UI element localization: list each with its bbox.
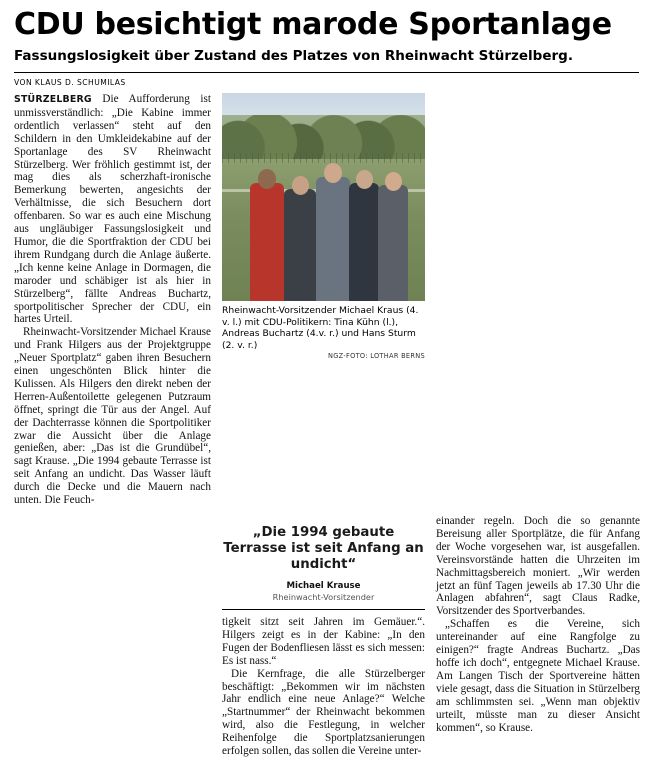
photo-person-head	[258, 169, 276, 189]
column-two-top	[222, 93, 425, 360]
lead-paragraph	[14, 93, 211, 326]
photo-person-head	[385, 172, 402, 191]
photo-caption: Rheinwacht-Vorsitzender Michael Kraus (4. v. l.) mit CDU-Politikern: Tina Kühn (l.), Andreas Buchartz (4.v. r.) und Hans Sturm (2. v. r.)	[222, 305, 419, 351]
photo-fence	[222, 153, 425, 163]
pullquote-divider	[222, 609, 425, 610]
pullquote	[222, 525, 425, 610]
top-columns	[14, 93, 639, 507]
paragraph: „Schaffen es die Vereine, sich untereinander auf eine Rangfolge zu einigen?“ fragte Andreas Buchartz. „Das hoffe ich doch“, entgegnete Michael Krause. Am Langen Tisch der Sportvereine hätten viele gesagt, dass die Situation in Stürzelberg am schlimmsten sei. „Wenn man objektiv urteilt, müsste man zu dieser Ansicht kommen“, so Krause.	[436, 618, 640, 734]
page-title: CDU besichtigt marode Sportanlage	[14, 7, 612, 42]
subheadline: Fassungslosigkeit über Zustand des Platzes von Rheinwacht Stürzelberg.	[14, 48, 573, 64]
paragraph: tigkeit sitzt seit Jahren im Gemäuer.“. Hilgers zeigt es in der Kabine: „In den Fugen der Bodenfliesen lässt es sich messen: Es ist nass.“	[222, 616, 425, 667]
photo-person-head	[356, 170, 373, 189]
header-divider	[14, 72, 639, 73]
photo-person	[316, 177, 350, 301]
pullquote-text: „Die 1994 gebaute Terrasse ist seit Anfang an undicht“	[223, 525, 424, 572]
article-photo	[222, 93, 425, 301]
lead-text: Die Aufforderung ist unmissverständlich: „Die Kabine immer ordentlich verlassen“ steht auf den Schildern in den Umkleidekabine auf der Sportanlage des SV Rheinwacht Stürzelberg. Wer fröhlich gestimmt ist, der mag dies als scherzhaft-ironische Bemerkung bewerten, angesichts der Verhältnisse, die sich Besuchern dort offenbaren. So war es auch eine Mischung aus ungläubiger Fassungslosigkeit und Humor, die die Sportfraktion der CDU bei ihrem Rundgang durch die Anlage äußerte. „Ich kenne keine Anlage in Dormagen, die maroder und schäbiger ist als hier in Stürzelberg“, fällte Andreas Buchartz, sportpolitischer Sprecher der CDU, ein hartes Urteil.	[14, 93, 211, 326]
paragraph: einander regeln. Doch die so genannte Bereisung aller Sportplätze, die für Anfang der Woche vorgesehen war, ist ausgefallen. Vereinsvorstände hatten die Uhrzeiten im Nachmittagsbereich moniert. „Wir werden jetzt an fünf Tagen jeweils ab 17.30 Uhr die Anlagen abfahren“, sagt Claus Radke, Vorsitzender des Sportverbandes.	[436, 515, 640, 618]
photo-person	[349, 183, 379, 301]
column-three	[436, 515, 640, 734]
photo-block	[222, 93, 425, 360]
dateline: STÜRZELBERG	[14, 94, 92, 105]
photo-person	[378, 185, 408, 301]
column-one	[14, 93, 211, 507]
byline: VON KLAUS D. SCHUMILAS	[14, 78, 126, 87]
pullquote-name: Michael Krause	[286, 581, 361, 591]
photo-person	[250, 183, 284, 301]
paragraph: Rheinwacht-Vorsitzender Michael Krause und Frank Hilgers aus der Projektgruppe „Neuer Sportplatz“ gaben ihren Besuchern einen ungeschönten Blick hinter die Kulissen. Als Hilgers den direkt neben der Herren-Außentoilette gelegenen Putzraum öffnet, springt die Tür aus der Angel. Auf der Dachterrasse können die Sportpolitiker zwar die Aussicht über die Anlage genießen, aber: „Das ist die Grundübel“, sagt Krause. „Die 1994 gebaute Terrasse ist seit Anfang an undicht. Das Wasser läuft durch die Decke und die Mauern nach unten. Die Feuch-	[14, 326, 211, 507]
photo-person-head	[292, 176, 309, 195]
column-two	[222, 515, 425, 758]
photo-person-head	[324, 163, 342, 183]
lower-columns	[14, 515, 639, 758]
pullquote-role: Rheinwacht-Vorsitzender	[272, 592, 375, 602]
paragraph: Die Kernfrage, die alle Stürzelberger beschäftigt: „Bekommen wir im nächsten Jahr endlich eine neue Anlage?“ Welche „Startnummer“ der Rheinwacht bekommen wird, also die Festlegung, in welcher Reihenfolge die Sportplatzsanierungen erfolgen sollen, das sollen die Vereine unter-	[222, 667, 425, 758]
photo-person	[284, 189, 316, 301]
photo-credit: NGZ-FOTO: LOTHAR BERNS	[327, 352, 425, 361]
